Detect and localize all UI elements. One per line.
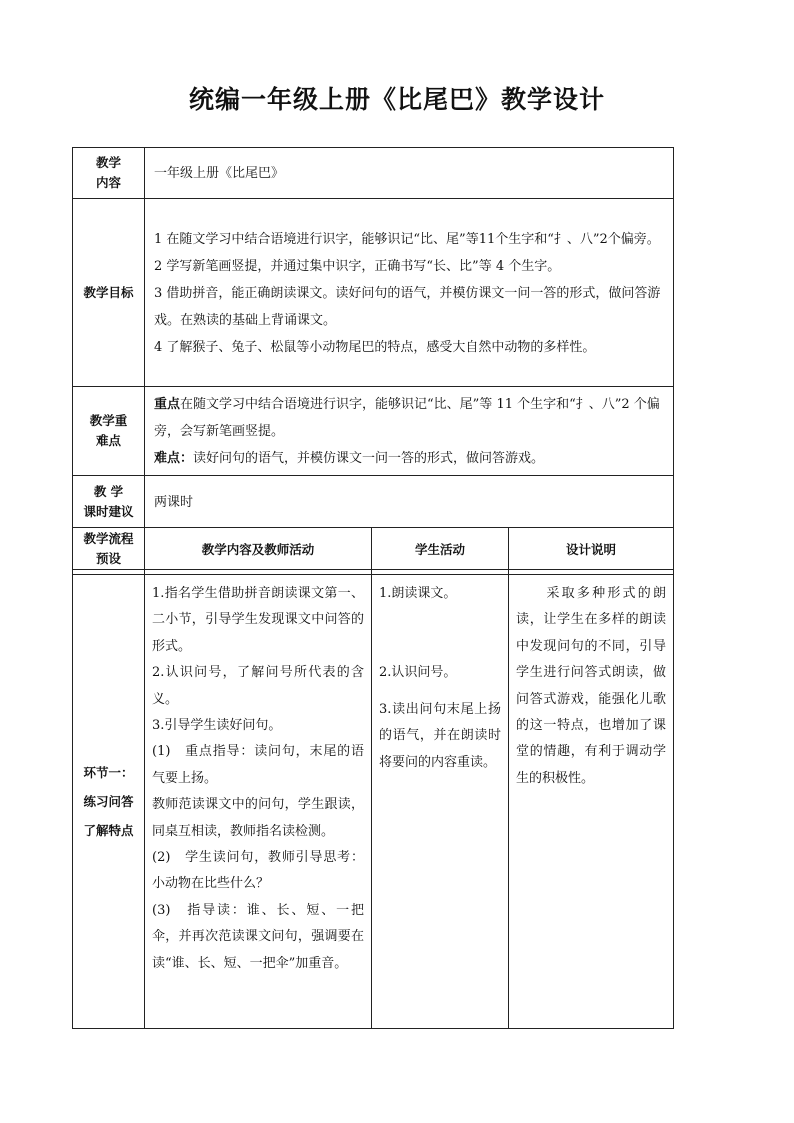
label-line: 教学流程: [83, 530, 134, 546]
label-teaching-goals: 教学目标: [73, 199, 145, 387]
student-activity-cell: [372, 575, 509, 1029]
teacher-step: (1) 重点指导：读问句，末尾的语气要上扬。: [152, 744, 364, 786]
teacher-step: (2) 学生读问句，教师引导思考：小动物在比些什么？: [152, 850, 364, 892]
goal-item: 4 了解猴子、兔子、松鼠等小动物尾巴的特点，感受大自然中动物的多样性。: [154, 339, 596, 355]
student-step: 1.朗读课文。: [379, 586, 457, 601]
label-line: 教学重: [89, 413, 128, 428]
label-line: 内容: [95, 175, 121, 190]
label-class-hours: [73, 476, 145, 528]
teaching-content-value: 一年级上册《比尾巴》: [145, 148, 674, 199]
goal-item: 2 学写新笔画竖提，并通过集中识字，正确书写“长、比”等 4 个生字。: [154, 258, 561, 274]
label-teaching-content: [73, 148, 145, 199]
row-teaching-goals: [73, 199, 674, 387]
label-line: 环节一：: [83, 765, 134, 780]
teacher-step: 3.引导学生读好问句。: [152, 718, 282, 734]
label-flow: [73, 528, 145, 570]
teacher-step: 教师范读课文中的问句，学生跟读，同桌互相读，教师指名读检测。: [152, 797, 364, 839]
label-key-points: [73, 387, 145, 476]
student-step: 3.读出问句末尾上扬的语气，并在朗读时将要问的内容重读。: [379, 701, 501, 770]
class-hours-value: 两课时: [145, 476, 674, 528]
goal-item: 3 借助拼音，能正确朗读课文。读好问句的语气，并模仿课文一问一答的形式，做问答游戏。在熟读的基础上背诵课文。: [154, 285, 661, 328]
label-line: 练习问答: [83, 794, 134, 809]
label-line: 教学: [95, 155, 121, 170]
row-teaching-content: [73, 148, 674, 199]
column-header-student: 学生活动: [372, 528, 509, 570]
label-line: 了解特点: [83, 823, 134, 838]
label-line: 教 学: [93, 483, 124, 499]
teacher-step: (3) 指导读：谁、长、短、一把伞，并再次范读课文问句，强调要在读“谁、长、短、一把伞”加重音。: [152, 902, 364, 971]
key-points-content: [145, 387, 674, 476]
key-point-text: 在随文学习中结合语境进行识字，能够识记“比、尾”等 11 个生字和“扌、八”2 个偏旁，会写新笔画竖提。: [154, 397, 660, 439]
row-flow-header: [73, 528, 674, 570]
goal-item: 1 在随文学习中结合语境进行识字，能够识记“比、尾”等11个生字和“扌、八”2个偏旁。: [154, 231, 660, 247]
column-header-teacher: 教学内容及教师活动: [145, 528, 372, 570]
teacher-step: 2.认识问号，了解问号所代表的含义。: [152, 665, 364, 707]
column-header-design: 设计说明: [509, 528, 674, 570]
row-key-points: [73, 387, 674, 476]
key-point-label: 重点: [154, 397, 181, 412]
key-point: [154, 391, 664, 445]
row-stage-one: [73, 575, 674, 1029]
teacher-activity-cell: [145, 575, 372, 1029]
design-note-cell: [509, 575, 674, 1029]
label-line: 难点: [95, 433, 121, 448]
design-note: 采取多种形式的朗读，让学生在多样的朗读中发现问句的不同，引导学生进行问答式朗读，做问答式游戏，能强化儿歌的这一特点，也增加了课堂的情趣，有利于调动学生的积极性。: [516, 586, 666, 786]
label-stage-one: [73, 575, 145, 1029]
page-title: 统编一年级上册《比尾巴》教学设计: [188, 85, 605, 114]
label-line: 课时建议: [83, 503, 134, 519]
teacher-step: 1.指名学生借助拼音朗读课文第一、二小节，引导学生发现课文中问答的形式。: [152, 586, 364, 654]
difficulty-point: [154, 445, 664, 472]
row-class-hours: [73, 476, 674, 528]
difficulty-text: 读好问句的语气，并模仿课文一问一答的形式，做问答游戏。: [193, 451, 545, 466]
teaching-goals-list: [145, 199, 674, 387]
lesson-plan-table: [72, 147, 674, 1029]
student-step: 2.认识问号。: [379, 665, 457, 681]
label-line: 预设: [95, 550, 121, 566]
difficulty-label: 难点：: [154, 451, 194, 466]
